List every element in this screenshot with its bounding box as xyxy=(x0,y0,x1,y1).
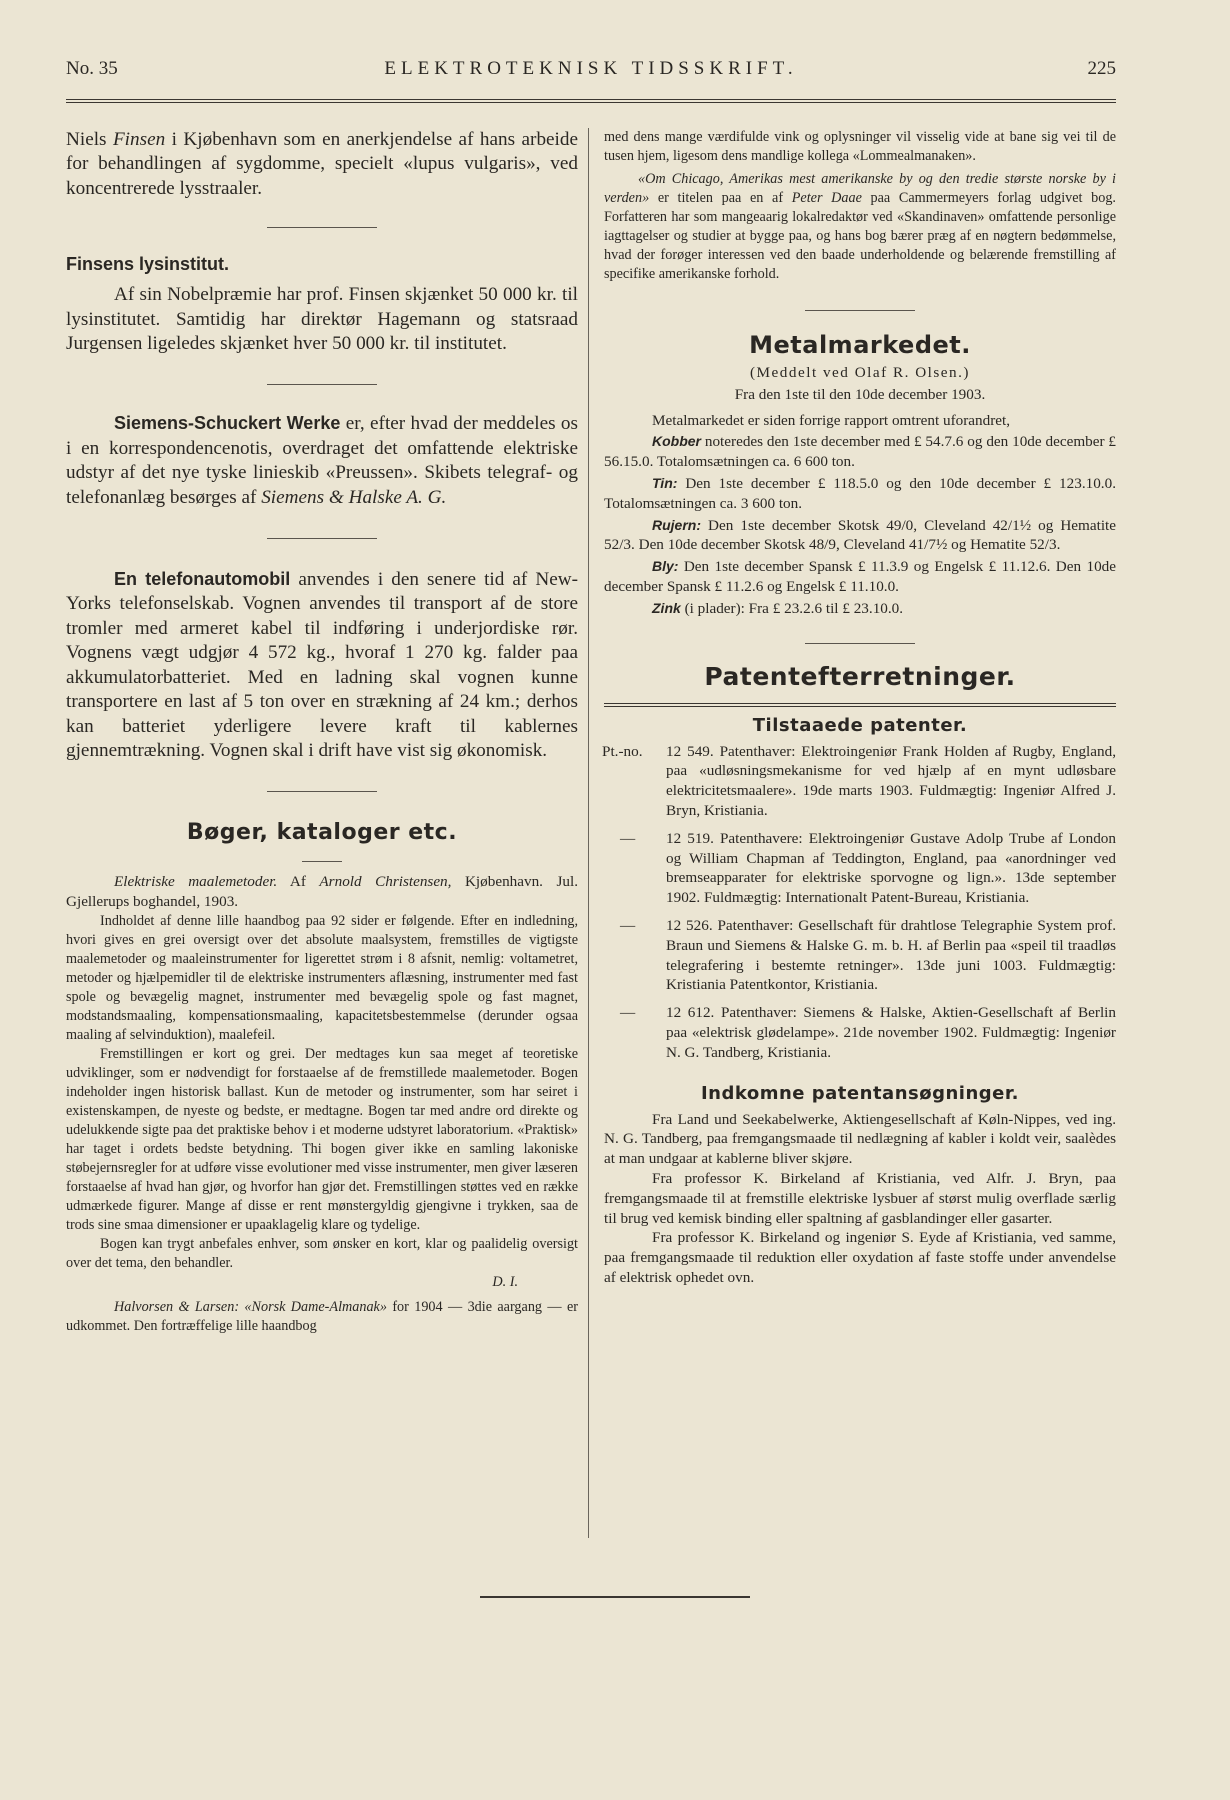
metal-list xyxy=(604,432,1116,618)
metal-period: Fra den 1ste til den 10de december 1903. xyxy=(734,385,986,403)
divider xyxy=(267,791,377,792)
metal-item-zink: Zink (i plader): Fra £ 23.2.6 til £ 23.10.0. xyxy=(652,599,904,617)
book1-review-p3: Bogen kan trygt anbefales enhver, som ønsker en kort, klar og paalidelig oversigt over det tema, den behandler. xyxy=(66,1235,578,1271)
patent-entry: Pt.-no. 12 549. Patenthaver: Elektroingeniør Frank Holden af Rugby, England, paa «udløsningsmekanisme for ved hjælp af en mynt udløsbare elektricitetsmaalere». 19de marts 1903. Fuldmægtig: Ingeniør Alfred J. Bryn, Kristiania. xyxy=(602,742,1116,819)
right-column xyxy=(604,128,1116,1288)
divider xyxy=(805,310,915,311)
application-list xyxy=(604,1110,1116,1288)
lysinstitut-heading: Finsens lysinstitut. xyxy=(66,254,230,275)
application-item: Fra professor K. Birkeland af Kristiania, ved Alfr. J. Bryn, paa fremgangsmaade til at fremstille elektriske lysbuer af størst mulig overflade særlig til brug ved kemisk binding eller spaltning af gasblandinger eller gasarter. xyxy=(604,1169,1116,1227)
journal-title: ELEKTROTEKNISK TIDSSKRIFT. xyxy=(384,58,798,79)
lysinstitut-text: Af sin Nobelpræmie har prof. Finsen skjænket 50 000 kr. til lysinstitutet. Samtidig har direktør Hagemann og statsraad Jurgensen ligeledes skjænket hver 50 000 kr. til institutet. xyxy=(66,284,578,355)
book2-notice: Halvorsen & Larsen: «Norsk Dame-Almanak» for 1904 — 3die aargang — er udkommet. Den fortræffelige lille haandbog xyxy=(66,1298,578,1334)
divider xyxy=(805,643,915,644)
metal-item-tin: Tin: Den 1ste december £ 118.5.0 og den 10de december £ 123.10.0. Totalomsætningen ca. 3 600 ton. xyxy=(604,474,1116,512)
bottom-rule xyxy=(480,1596,750,1598)
telefon-paragraph: En telefonautomobil anvendes i den senere tid af New-Yorks telefonselskab. Vognen anvendes til transport af de store tromler med armeret kabel til indføring i underjordiske rør. Vognens vægt udgjør 4 572 kg., hvoraf 1 270 kg. falder paa akkumulatorbatteriet. Med en ladning skal vognen kunne transportere en last af 5 ton over en strækning af 24 km.; derhos kan batteriet yderligere levere kraft til kablernes gjennemtrækning. Vognen skal i drift have vist sig økonomisk. xyxy=(66,569,578,761)
book1-review-p2: Fremstillingen er kort og grei. Der medtages kun saa meget af teoretiske udviklinger, som er nødvendigt for forstaaelse af de fremstillede maalemetoder. Bogen indeholder ingen historisk ballast. Kun de metoder og instrumenter, som har seiret i existenskampen, de nyeste og bedste, er medtagne. Bogen tar med andre ord direkte og udelukkende sigte paa det praktiske behov i et moderne udstyret laboratorium. «Praktisk» har taget i ordets bedste betydning. Thi bogen giver ikke en samling lakoniske støbejernsregler for at udføre visse evolutioner med visse instrumenter, men giver læseren forstaaelse af hvad han gjør, og hvorfor han gjør det. Fremstillingen støttes ved en række udmærkede figurer. Mange af disse er rent mønstergyldig gjengivne i trykken, saa de trods sine smaa dimensioner er upaaklagelig klare og tydelige. xyxy=(66,1045,578,1233)
divider xyxy=(302,861,342,862)
finsen-intro: Niels Finsen i Kjøbenhavn som en anerkjendelse af hans arbeide for behandlingen af sygdomme, specielt «lupus vulgaris», ved koncentrerede lysstraaler. xyxy=(66,129,578,199)
metal-item-rujern: Rujern: Den 1ste december Skotsk 49/0, Cleveland 42/1½ og Hematite 52/3. Den 10de december Skotsk 48/9, Cleveland 41/7½ og Hematite 52/3. xyxy=(604,516,1116,554)
metal-heading: Metalmarkedet. xyxy=(749,331,971,359)
header-rule xyxy=(66,99,1116,103)
divider xyxy=(267,538,377,539)
application-item: Fra professor K. Birkeland og ingeniør S. Eyde af Kristiania, ved samme, paa fremgangsmaade til reduktion eller oxydation af faste stoffe under anvendelse af elektrisk ophedet ovn. xyxy=(604,1229,1116,1286)
patent-entry: — 12 526. Patenthaver: Gesellschaft für drahtlose Telegraphie System prof. Braun und Siemens & Halske G. m. b. H. af Berlin paa «speil til traadløs telegrafering i bestemte retninger». 13de juni 1003. Fuldmægtig: Kristiania Patentkontor, Kristiania. xyxy=(620,916,1116,994)
siemens-paragraph: Siemens-Schuckert Werke er, efter hvad der meddeles os i en korrespondencenotis, overdraget det omfattende elektriske udstyr af det nye tyske linieskib «Preussen». Skibets telegraf- og telefonanlæg besørges af Siemens & Halske A. G. xyxy=(66,413,578,508)
column-divider xyxy=(588,128,589,1538)
patent-sub-applications: Indkomne patentansøgninger. xyxy=(700,1082,1020,1104)
patent-entry: — 12 519. Patenthavere: Elektroingeniør Gustave Adolp Trube af London og William Chapman af Teddington, England, paa «anordninger ved bremseapparater for elektriske sporvogne og lign.». 13de september 1902. Fuldmægtig: Internationalt Patent-Bureau, Kristiania. xyxy=(620,829,1116,907)
patent-sub-granted: Tilstaaede patenter. xyxy=(752,714,968,736)
boger-heading: Bøger, kataloger etc. xyxy=(186,820,458,846)
left-column xyxy=(66,128,578,1336)
page-header xyxy=(66,58,1116,86)
patent-rule xyxy=(604,703,1116,707)
metal-intro: Metalmarkedet er siden forrige rapport omtrent uforandret, xyxy=(652,411,1011,429)
review-signature: D. I. xyxy=(492,1273,518,1290)
metal-item-kobber: Kobber noteredes den 1ste december med £ 54.7.6 og den 10de december £ 56.15.0. Totalomsætningen ca. 6 600 ton. xyxy=(604,433,1116,471)
ptno-label: Pt.-no. xyxy=(602,742,643,760)
divider xyxy=(267,384,377,385)
divider xyxy=(267,227,377,228)
metal-byline: (Meddelt ved Olaf R. Olsen.) xyxy=(750,364,970,381)
page-number: 225 xyxy=(1087,58,1116,79)
patent-heading: Patentefterretninger. xyxy=(704,661,1016,691)
issue-number: No. 35 xyxy=(66,58,118,79)
almanak-continuation: med dens mange værdifulde vink og oplysninger vil visselig vide at bane sig vei til de tusen hjem, ligesom dens mandlige kollega «Lommealmanaken». xyxy=(604,129,1116,164)
book1-citation: Elektriske maalemetoder. Af Arnold Christensen, Kjøbenhavn. Jul. Gjellerups boghandel, 1903. xyxy=(66,873,578,911)
patent-entry: — 12 612. Patenthaver: Siemens & Halske, Aktien-Gesellschaft af Berlin paa «elektrisk glødelampe». 21de november 1902. Fuldmægtig: Ingeniør N. G. Tandberg, Kristiania. xyxy=(620,1004,1116,1061)
application-item: Fra Land und Seekabelwerke, Aktiengesellschaft af Køln-Nippes, ved ing. N. G. Tandberg, paa fremgangsmaade til nedlægning af kabler i koldt veir, saalèdes at man undgaar at kablerne bliver skjøre. xyxy=(604,1110,1116,1168)
chicago-notice: «Om Chicago, Amerikas mest amerikanske by og den tredie største norske by i verden» er titelen paa en af Peter Daae paa Cammermeyers forlag udgivet bog. Forfatteren har som mangeaarig lokalredaktør ved «Skandinaven» omfattende personlige iagttagelser og studier at bygge paa, og hans bog bærer præg af en nøgtern bedømmelse, hvad der forøger interessen ved den baade underholdende og belærende fremstilling af specifike amerikanske forhold. xyxy=(604,171,1116,282)
book1-review-p1: Indholdet af denne lille haandbog paa 92 sider er følgende. Efter en indledning, hvori gives en grei oversigt over det absolute maalsystem, fremstilles de vigtigste maalemetoder og maaleinstrumenter for ligerettet strøm i 8 afsnit, nemlig: voltametret, metoder og hjælpemidler til de elektriske instrumenters aflæsning, instrumenter med fast spole og bevægelig magnet, instrumenter med bevægelig spole og fast magnet, modstandsmaaling, kompensationsmaaling, kapacitetsbestemmelse (derunder ogsaa maaling af selvinduktion), maalefeil. xyxy=(66,912,578,1043)
metal-item-bly: Bly: Den 1ste december Spansk £ 11.3.9 og Engelsk £ 11.12.6. Den 10de december Spansk £ 11.2.6 og Engelsk £ 11.10.0. xyxy=(604,558,1116,595)
patent-list xyxy=(604,742,1116,1063)
